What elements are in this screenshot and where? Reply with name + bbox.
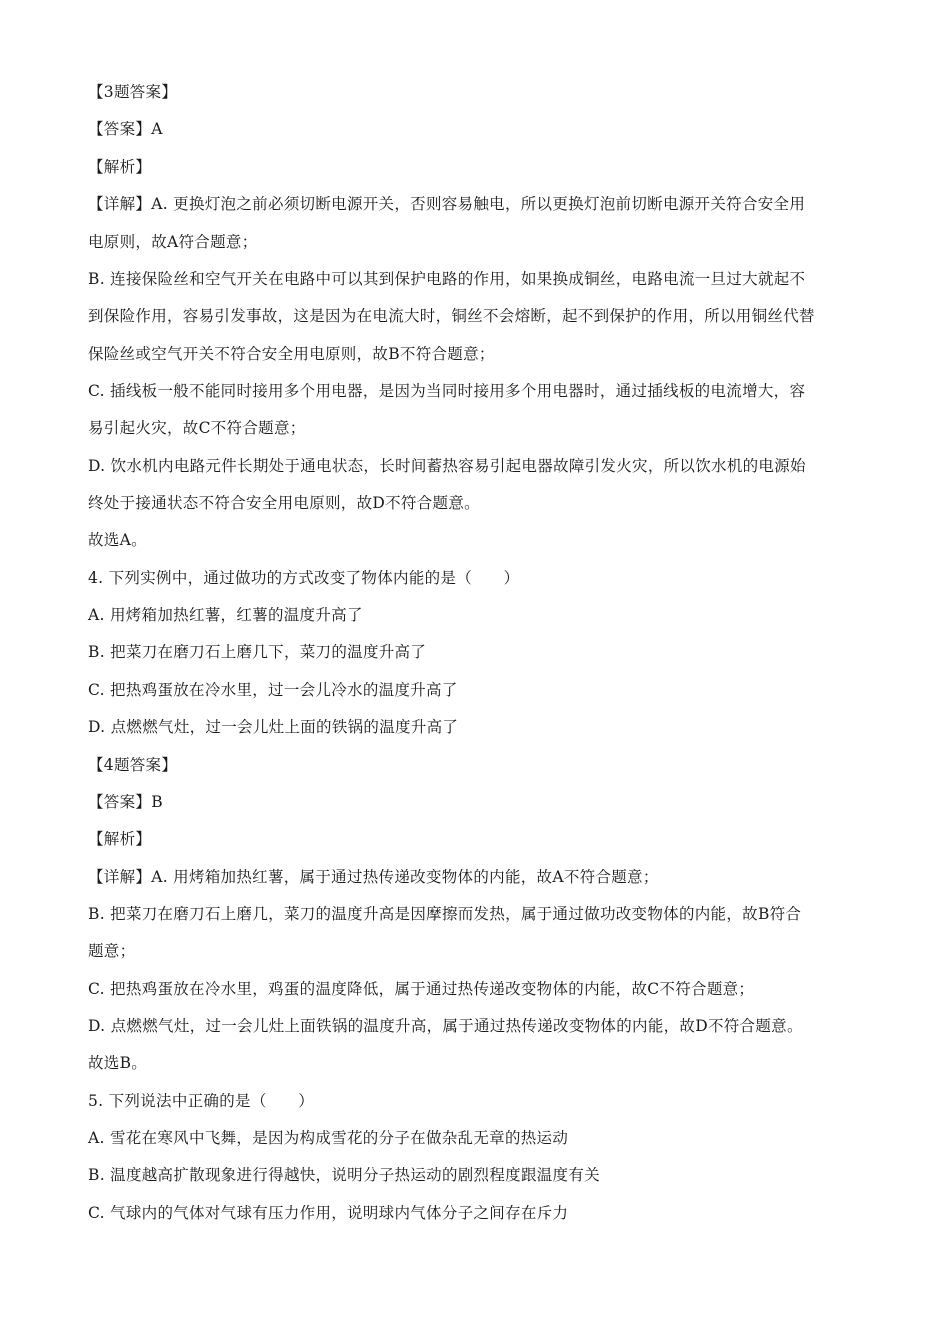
q4-conclusion: 故选B。 [88,1054,148,1072]
q4-detail-b-line1: B. 把菜刀在磨刀石上磨几，菜刀的温度升高是因摩擦而发热，属于通过做功改变物体的内能，故B符合 [88,905,802,923]
q3-detail-d-line1: D. 饮水机内电路元件长期处于通电状态，长时间蓄热容易引起电器故障引发火灾，所以饮水机的电源始 [88,457,806,475]
q5-option-a: A. 雪花在寒风中飞舞，是因为构成雪花的分子在做杂乱无章的热运动 [88,1129,569,1147]
q4-answer: 【答案】B [88,793,163,811]
q4-option-a: A. 用烤箱加热红薯，红薯的温度升高了 [88,606,363,624]
q5-option-c: C. 气球内的气体对气球有压力作用，说明球内气体分子之间存在斥力 [88,1204,569,1222]
q4-analysis-label: 【解析】 [88,830,152,848]
q3-conclusion: 故选A。 [88,531,147,549]
q5-question: 5. 下列说法中正确的是（ ） [88,1092,315,1110]
q3-answer: 【答案】A [88,120,163,138]
q4-detail-d: D. 点燃燃气灶，过一会儿灶上面铁锅的温度升高，属于通过热传递改变物体的内能，故D不符合题意。 [88,1017,803,1035]
q4-option-b: B. 把菜刀在磨刀石上磨几下，菜刀的温度升高了 [88,643,427,661]
q3-analysis-label: 【解析】 [88,158,152,176]
q3-detail-b-line1: B. 连接保险丝和空气开关在电路中可以其到保护电路的作用，如果换成铜丝，电路电流一旦过大就起不 [88,270,806,288]
q4-answer-header: 【4题答案】 [88,756,178,774]
q3-detail-b-line2: 到保险作用，容易引发事故，这是因为在电流大时，铜丝不会熔断，起不到保护的作用，所以用铜丝代替 [88,307,815,325]
q4-option-d: D. 点燃燃气灶，过一会儿灶上面的铁锅的温度升高了 [88,718,459,736]
q4-option-c: C. 把热鸡蛋放在冷水里，过一会儿冷水的温度升高了 [88,681,458,699]
q3-detail-a-line1: 【详解】A. 更换灯泡之前必须切断电源开关，否则容易触电，所以更换灯泡前切断电源开关符合安全用 [88,195,806,213]
q4-detail-a: 【详解】A. 用烤箱加热红薯，属于通过热传递改变物体的内能，故A不符合题意； [88,868,659,886]
q3-detail-c-line1: C. 插线板一般不能同时接用多个用电器，是因为当同时接用多个用电器时，通过插线板的电流增大，容 [88,382,806,400]
q4-detail-b-line2: 题意； [88,942,136,960]
q3-detail-c-line2: 易引起火灾，故C不符合题意； [88,419,306,437]
q4-question: 4. 下列实例中，通过做功的方式改变了物体内能的是（ ） [88,569,520,587]
q3-detail-a-line2: 电原则，故A符合题意； [88,233,258,251]
q4-detail-c: C. 把热鸡蛋放在冷水里，鸡蛋的温度降低，属于通过热传递改变物体的内能，故C不符合题意； [88,980,755,998]
q5-option-b: B. 温度越高扩散现象进行得越快，说明分子热运动的剧烈程度跟温度有关 [88,1166,600,1184]
q3-answer-header: 【3题答案】 [88,83,178,101]
q3-detail-d-line2: 终处于接通状态不符合安全用电原则，故D不符合题意。 [88,494,480,512]
q3-detail-b-line3: 保险丝或空气开关不符合安全用电原则，故B不符合题意； [88,345,495,363]
